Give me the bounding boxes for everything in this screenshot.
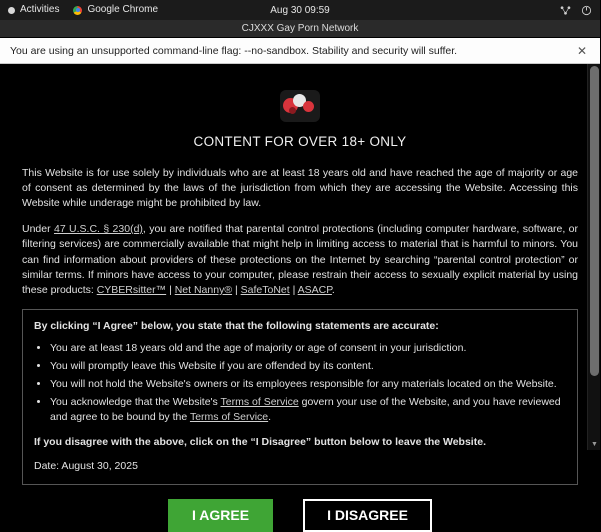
parental-controls-paragraph: Under 47 U.S.C. § 230(d), you are notified that parental control protections (including computer hardware, software, or filtering services) are commercially available that might help in limiting access to material that is harmful to minors. You can find information about providers of these protections on the Internet by searching “parental control protection” or similar terms. If minors have access to your computer, please restrain their access to sexually explicit material by using these products: CYBERsitter™ | Net Nanny® | SafeToNet | ASACP. bbox=[22, 223, 579, 297]
topbar-status-group[interactable] bbox=[560, 5, 600, 16]
chrome-label: Google Chrome bbox=[87, 4, 159, 15]
power-icon bbox=[581, 5, 592, 16]
cybersitter-link[interactable]: CYBERsitter™ bbox=[96, 284, 167, 297]
asacp-link[interactable]: ASACP bbox=[297, 284, 332, 297]
activities-icon bbox=[8, 7, 15, 14]
terms-of-service-link[interactable]: Terms of Service bbox=[220, 396, 299, 409]
page-content bbox=[0, 64, 600, 524]
safetonet-link[interactable]: SafeToNet bbox=[240, 284, 290, 297]
age-statement-paragraph: This Website is for use solely by individuals who are at least 18 years old and have reached the age of majority or age of consent as determined by the laws of the jurisdiction from which they are accessing the Website. Accessing this Website while underage might be prohibited by law. bbox=[22, 166, 578, 209]
list-item: • You will not hold the Website's owners or its employees responsible for any materials located on the Website. bbox=[50, 377, 566, 392]
agreement-lead: By clicking “I Agree” below, you state that the following statements are accurate: bbox=[34, 320, 439, 333]
activities-label: Activities bbox=[20, 4, 60, 15]
list-item: • You are at least 18 years old and the age of majority or age of consent in your jurisdiction. bbox=[50, 341, 566, 356]
list-item-terms bbox=[50, 395, 566, 425]
usc-230d-link[interactable]: 47 U.S.C. § 230(d) bbox=[53, 223, 143, 236]
infobar-message: You are using an unsupported command-line flag: --no-sandbox. Stability and security will suffer. bbox=[10, 44, 458, 57]
window-list-chrome[interactable] bbox=[73, 5, 158, 15]
agreement-box bbox=[22, 309, 578, 485]
bullet4-post: . bbox=[268, 411, 272, 424]
agreement-bullet-list bbox=[50, 341, 566, 426]
window-title: CJXXX Gay Porn Network bbox=[241, 23, 359, 34]
list-item: • You will promptly leave this Website if you are offended by its content. bbox=[50, 359, 566, 374]
terms-of-service-link-2[interactable]: Terms of Service bbox=[189, 411, 269, 424]
scroll-down-icon[interactable]: ▼ bbox=[591, 440, 598, 448]
page-scrollbar[interactable] bbox=[587, 64, 600, 450]
activities-button[interactable] bbox=[8, 5, 59, 15]
infobar bbox=[0, 38, 600, 64]
bullet4-pre: You acknowledge that the Website's bbox=[50, 396, 221, 409]
topbar-left-group bbox=[0, 5, 158, 15]
scrollbar-thumb[interactable] bbox=[590, 66, 599, 376]
site-logo-icon bbox=[280, 90, 320, 122]
action-button-row bbox=[22, 499, 578, 532]
chrome-icon bbox=[73, 6, 82, 15]
page-title: CONTENT FOR OVER 18+ ONLY bbox=[193, 134, 407, 149]
paragraph2-pre: Under bbox=[22, 223, 54, 236]
network-icon bbox=[560, 5, 571, 16]
clock[interactable]: Aug 30 09:59 bbox=[270, 4, 330, 16]
netnanny-link[interactable]: Net Nanny® bbox=[174, 284, 233, 297]
close-icon[interactable]: ✕ bbox=[576, 43, 588, 58]
disagree-instruction: If you disagree with the above, click on the “I Disagree” button below to leave the Website. bbox=[34, 435, 486, 448]
site-logo-wrap bbox=[22, 90, 578, 122]
page-viewport bbox=[0, 64, 600, 524]
agreement-date: Date: August 30, 2025 bbox=[34, 459, 138, 472]
browser-title-bar[interactable] bbox=[0, 20, 600, 38]
bullet4-mid: govern your use of the Website, and you have reviewed and agree to be bound by the bbox=[50, 396, 561, 424]
disagree-button[interactable]: I DISAGREE bbox=[303, 499, 432, 532]
paragraph2-post: , you are notified that parental control protections (including computer hardware, software, or filtering services) are commercially available that might help in limiting access to material that is harmful to minors. You can find information about providers of these protections on the Internet by searching “parental control protection” or similar terms. If minors have access to your computer, please restrain their access to sexually explicit material by using these products: bbox=[22, 223, 579, 297]
agree-button[interactable]: I AGREE bbox=[168, 499, 273, 532]
system-topbar bbox=[0, 0, 600, 20]
